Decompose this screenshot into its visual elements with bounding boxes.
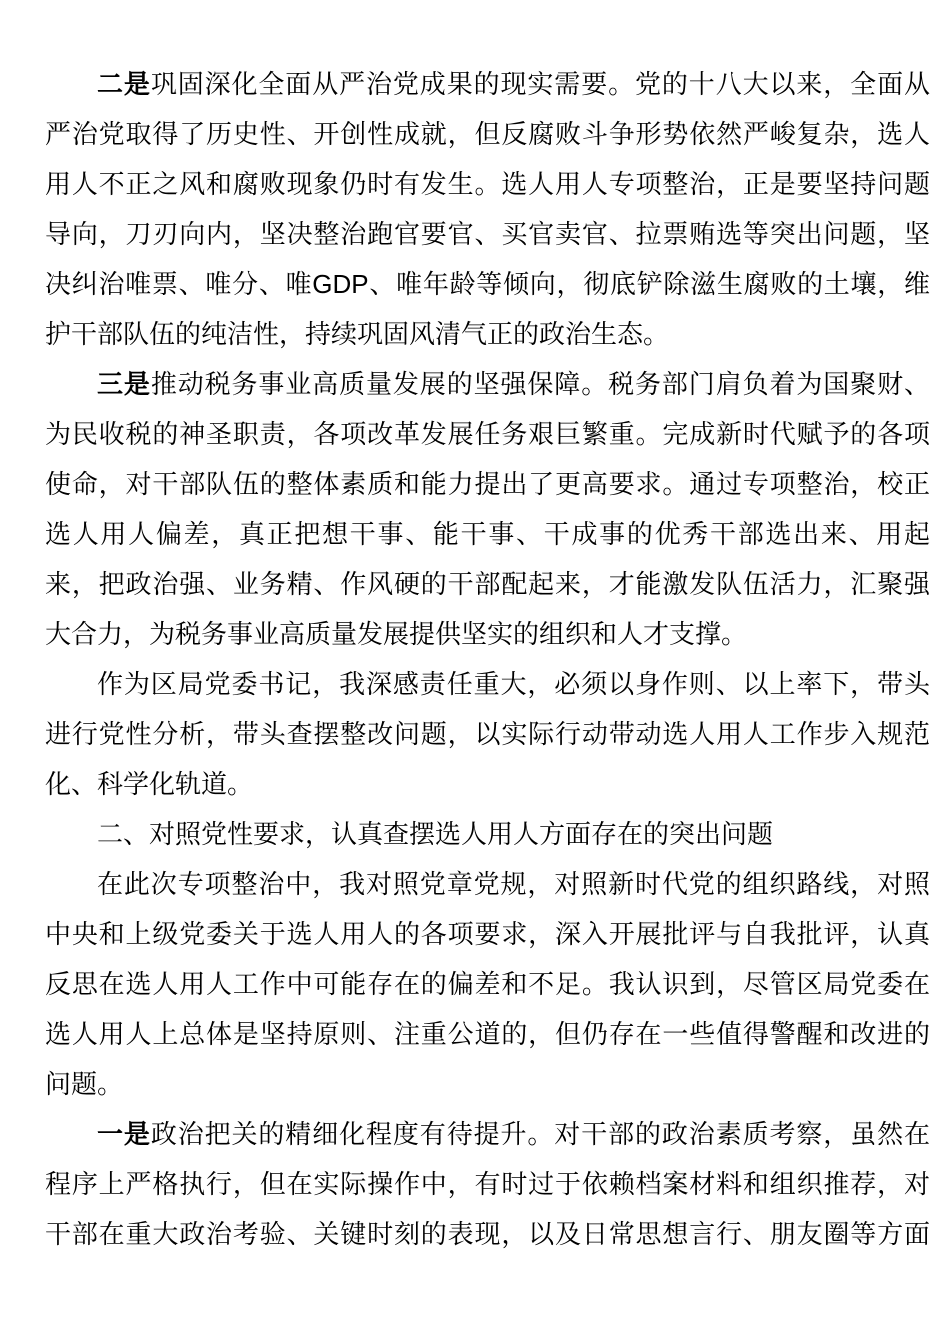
text-line: 三是推动税务事业高质量发展的坚强保障。税务部门肩负着为国聚财、 bbox=[97, 369, 930, 399]
document-body bbox=[45, 59, 930, 1259]
text-line: 作为区局党委书记，我深感责任重大，必须以身作则、以上率下，带头 bbox=[97, 669, 930, 699]
text-line: 二是巩固深化全面从严治党成果的现实需要。党的十八大以来，全面从 bbox=[97, 69, 930, 99]
text-line: 中央和上级党委关于选人用人的各项要求，深入开展批评与自我批评，认真 bbox=[45, 919, 930, 949]
section-heading bbox=[45, 809, 930, 859]
text-line: 一是政治把关的精细化程度有待提升。对干部的政治素质考察，虽然在 bbox=[97, 1119, 930, 1149]
text-line: 选人用人偏差，真正把想干事、能干事、干成事的优秀干部选出来、用起 bbox=[45, 519, 930, 549]
text-line: 大合力，为税务事业高质量发展提供坚实的组织和人才支撑。 bbox=[45, 619, 748, 649]
text-line: 化、科学化轨道。 bbox=[45, 769, 254, 799]
paragraph bbox=[45, 59, 930, 359]
text-line: 程序上严格执行，但在实际操作中，有时过于依赖档案材料和组织推荐，对 bbox=[45, 1169, 930, 1199]
text-line: 导向，刀刃向内，坚决整治跑官要官、买官卖官、拉票贿选等突出问题，坚 bbox=[45, 219, 930, 249]
paragraph-lead: 二是 bbox=[97, 69, 151, 99]
text-line: 反思在选人用人工作中可能存在的偏差和不足。我认识到，尽管区局党委在 bbox=[45, 969, 930, 999]
text-line: 决纠治唯票、唯分、唯GDP、唯年龄等倾向，彻底铲除滋生腐败的土壤，维 bbox=[45, 269, 930, 299]
paragraph-lead: 一是 bbox=[97, 1119, 151, 1149]
paragraph bbox=[45, 659, 930, 809]
text-line: 二、对照党性要求，认真查摆选人用人方面存在的突出问题 bbox=[97, 819, 774, 849]
text-line: 干部在重大政治考验、关键时刻的表现，以及日常思想言行、朋友圈等方面 bbox=[45, 1219, 930, 1249]
text-line: 严治党取得了历史性、开创性成就，但反腐败斗争形势依然严峻复杂，选人 bbox=[45, 119, 930, 149]
paragraph bbox=[45, 859, 930, 1109]
paragraph bbox=[45, 1109, 930, 1259]
paragraph-lead: 三是 bbox=[97, 369, 151, 399]
text-line: 问题。 bbox=[45, 1069, 124, 1099]
text-line: 在此次专项整治中，我对照党章党规，对照新时代党的组织路线，对照 bbox=[97, 869, 930, 899]
text-line: 进行党性分析，带头查摆整改问题，以实际行动带动选人用人工作步入规范 bbox=[45, 719, 930, 749]
text-line: 护干部队伍的纯洁性，持续巩固风清气正的政治生态。 bbox=[45, 319, 670, 349]
text-line: 用人不正之风和腐败现象仍时有发生。选人用人专项整治，正是要坚持问题 bbox=[45, 169, 930, 199]
text-line: 来，把政治强、业务精、作风硬的干部配起来，才能激发队伍活力，汇聚强 bbox=[45, 569, 930, 599]
paragraph bbox=[45, 359, 930, 659]
text-line: 选人用人上总体是坚持原则、注重公道的，但仍存在一些值得警醒和改进的 bbox=[45, 1019, 930, 1049]
text-line: 为民收税的神圣职责，各项改革发展任务艰巨繁重。完成新时代赋予的各项 bbox=[45, 419, 930, 449]
text-line: 使命，对干部队伍的整体素质和能力提出了更高要求。通过专项整治，校正 bbox=[45, 469, 930, 499]
